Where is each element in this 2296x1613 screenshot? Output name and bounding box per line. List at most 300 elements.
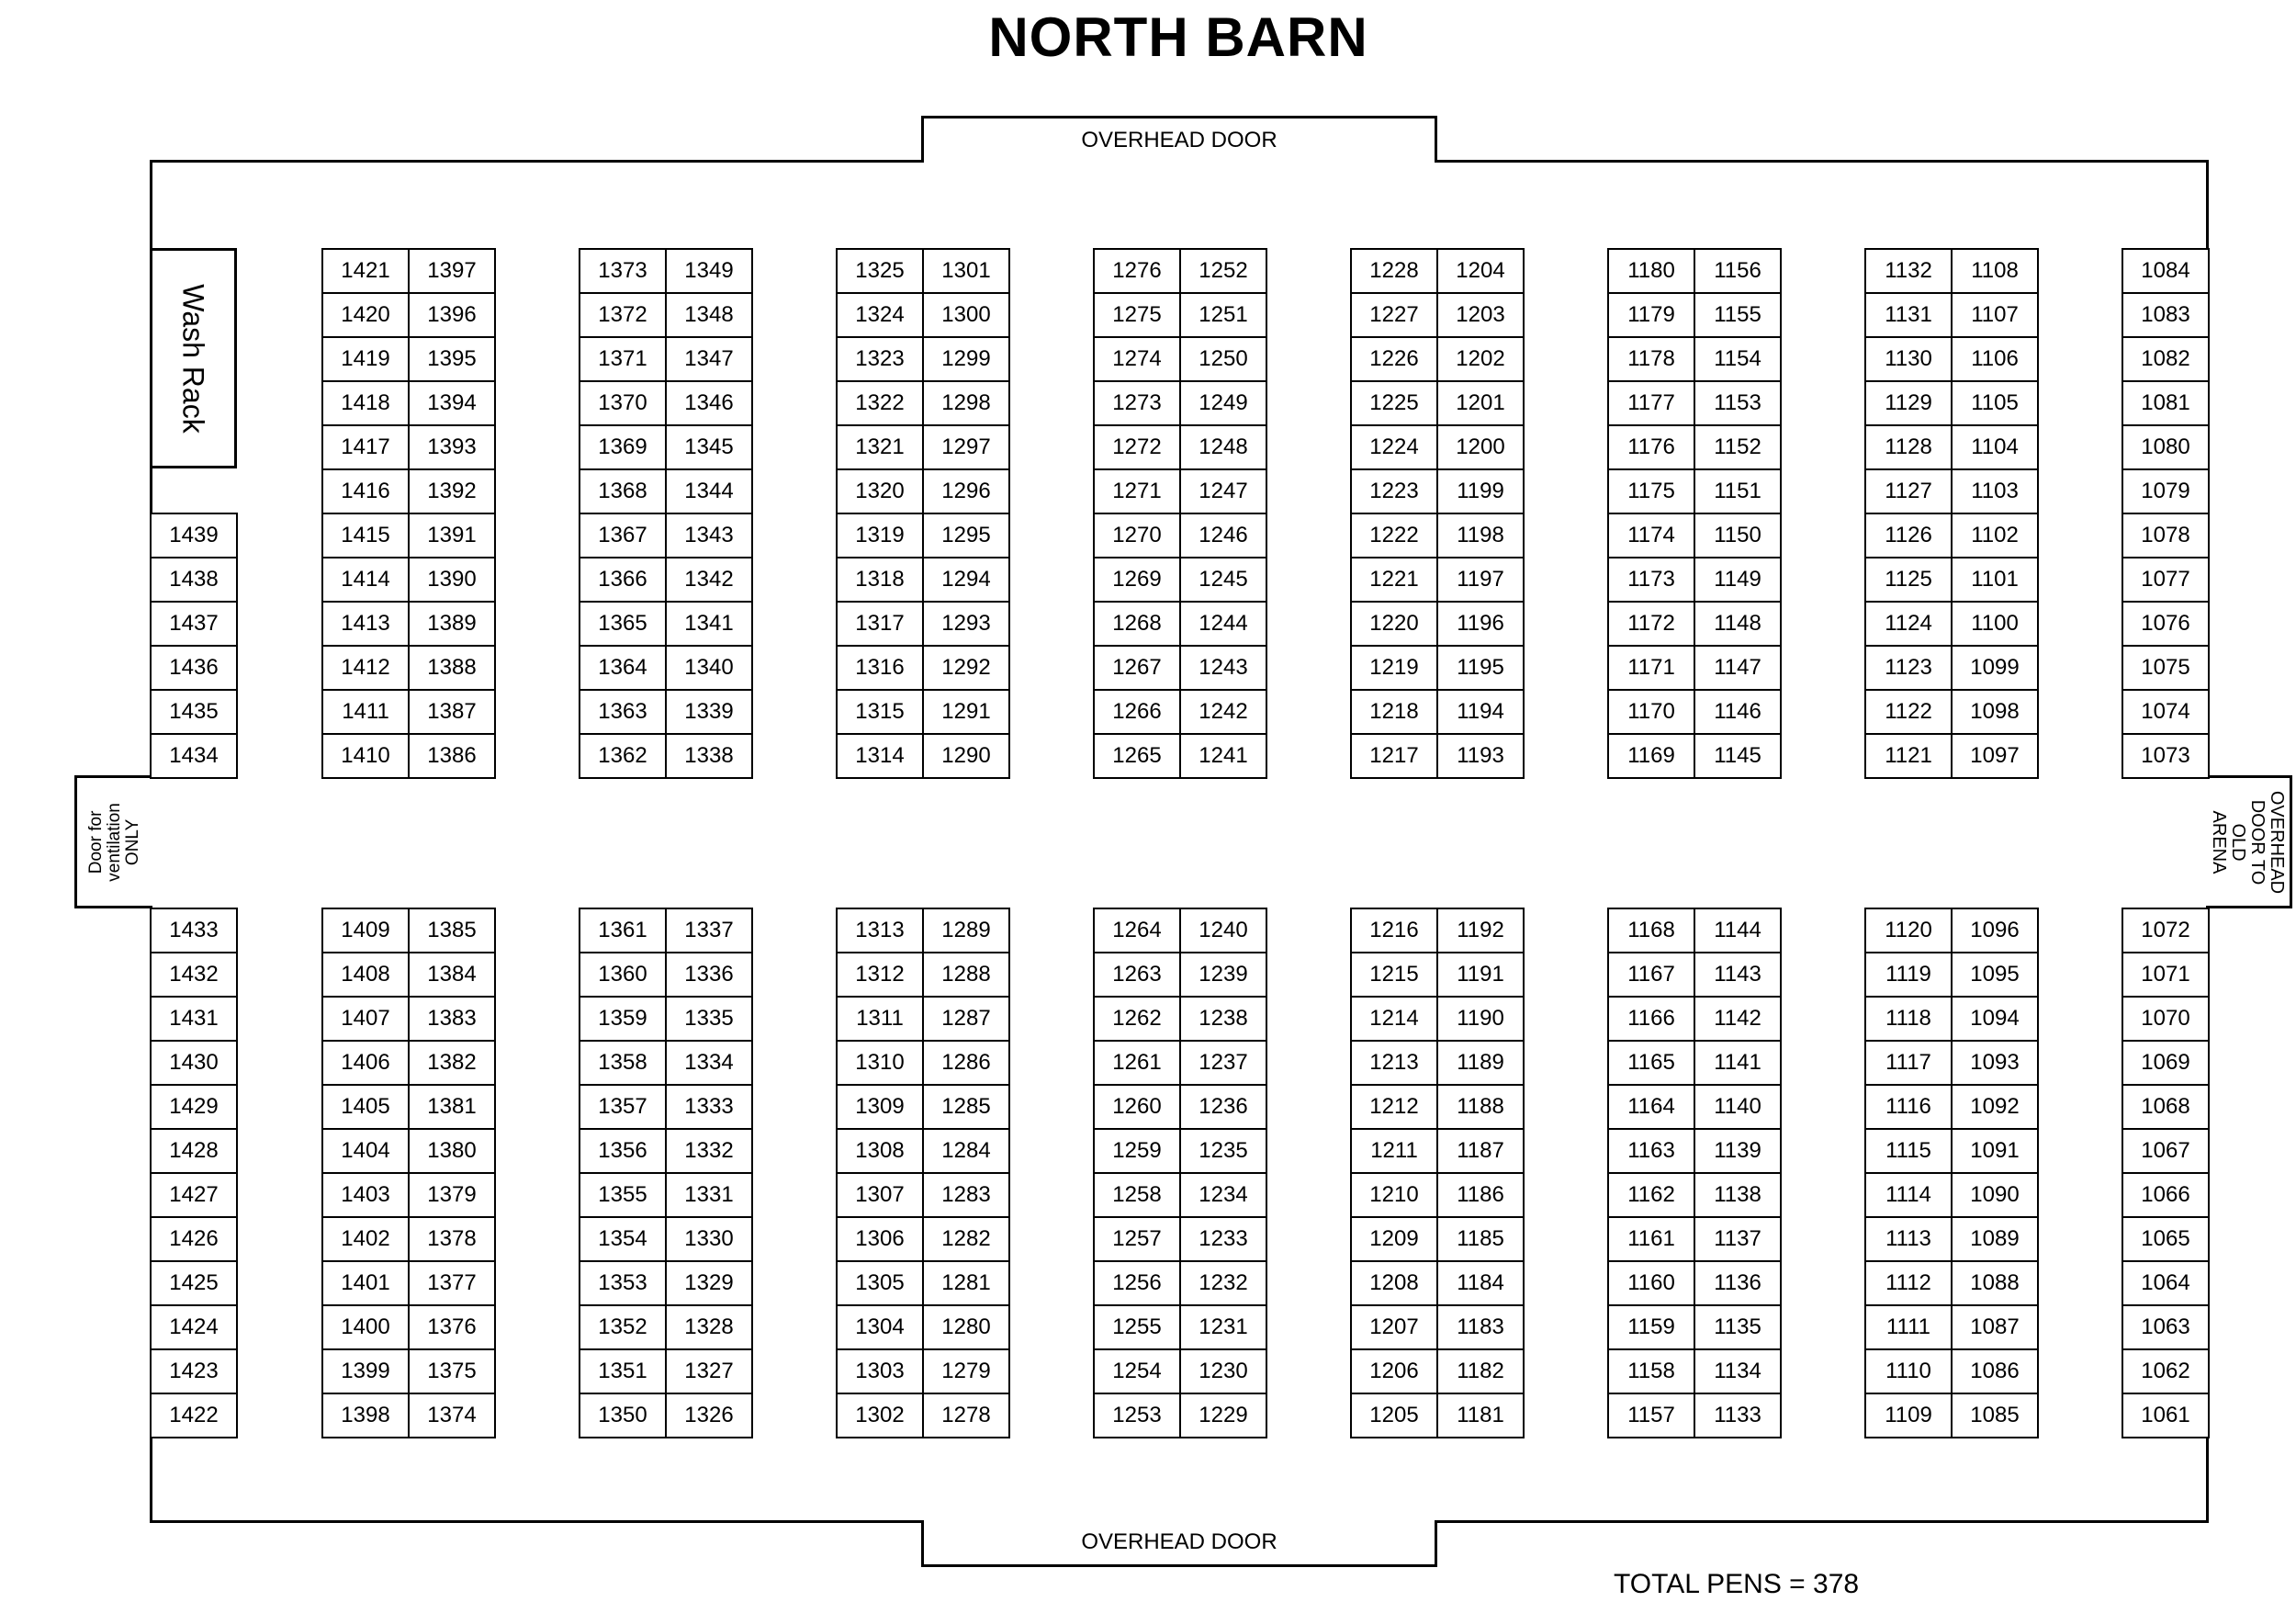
pen-1167: 1167: [1607, 952, 1695, 998]
pen-1365: 1365: [579, 601, 667, 647]
pen-1093: 1093: [1951, 1040, 2039, 1086]
pen-1173: 1173: [1607, 557, 1695, 603]
pen-1376: 1376: [408, 1304, 496, 1350]
pen-1188: 1188: [1436, 1084, 1525, 1130]
pen-1144: 1144: [1694, 908, 1782, 953]
pen-1385: 1385: [408, 908, 496, 953]
pen-1282: 1282: [922, 1216, 1010, 1262]
pen-1110: 1110: [1864, 1348, 1953, 1394]
pen-1379: 1379: [408, 1172, 496, 1218]
pen-1401: 1401: [321, 1260, 410, 1306]
pen-1240: 1240: [1179, 908, 1267, 953]
pen-1066: 1066: [2122, 1172, 2210, 1218]
pen-1276: 1276: [1093, 248, 1181, 294]
pen-1073: 1073: [2122, 733, 2210, 779]
pen-1314: 1314: [836, 733, 924, 779]
pen-1362: 1362: [579, 733, 667, 779]
pen-1386: 1386: [408, 733, 496, 779]
pen-1373: 1373: [579, 248, 667, 294]
pen-1225: 1225: [1350, 380, 1438, 426]
pen-1280: 1280: [922, 1304, 1010, 1350]
pen-1339: 1339: [665, 689, 753, 735]
pen-1353: 1353: [579, 1260, 667, 1306]
pen-1155: 1155: [1694, 292, 1782, 338]
pen-1119: 1119: [1864, 952, 1953, 998]
pen-1074: 1074: [2122, 689, 2210, 735]
pen-1247: 1247: [1179, 468, 1267, 514]
pen-1103: 1103: [1951, 468, 2039, 514]
pen-1350: 1350: [579, 1393, 667, 1438]
pen-1285: 1285: [922, 1084, 1010, 1130]
pen-1438: 1438: [150, 557, 238, 603]
pen-1100: 1100: [1951, 601, 2039, 647]
pen-1409: 1409: [321, 908, 410, 953]
pen-1121: 1121: [1864, 733, 1953, 779]
pen-1237: 1237: [1179, 1040, 1267, 1086]
pen-1077: 1077: [2122, 557, 2210, 603]
pen-1257: 1257: [1093, 1216, 1181, 1262]
pen-1340: 1340: [665, 645, 753, 691]
pen-1403: 1403: [321, 1172, 410, 1218]
pen-1090: 1090: [1951, 1172, 2039, 1218]
pen-1206: 1206: [1350, 1348, 1438, 1394]
pen-1253: 1253: [1093, 1393, 1181, 1438]
pen-1310: 1310: [836, 1040, 924, 1086]
pen-1072: 1072: [2122, 908, 2210, 953]
pen-1149: 1149: [1694, 557, 1782, 603]
pen-1083: 1083: [2122, 292, 2210, 338]
pen-1075: 1075: [2122, 645, 2210, 691]
pen-1270: 1270: [1093, 513, 1181, 558]
pen-1380: 1380: [408, 1128, 496, 1174]
pen-1348: 1348: [665, 292, 753, 338]
pen-1388: 1388: [408, 645, 496, 691]
pen-1127: 1127: [1864, 468, 1953, 514]
overhead-door-top-label: OVERHEAD DOOR: [1081, 128, 1277, 152]
pen-1122: 1122: [1864, 689, 1953, 735]
pen-1183: 1183: [1436, 1304, 1525, 1350]
pen-1085: 1085: [1951, 1393, 2039, 1438]
pen-1063: 1063: [2122, 1304, 2210, 1350]
pen-1352: 1352: [579, 1304, 667, 1350]
pen-1439: 1439: [150, 513, 238, 558]
pen-1304: 1304: [836, 1304, 924, 1350]
pen-1150: 1150: [1694, 513, 1782, 558]
pen-1288: 1288: [922, 952, 1010, 998]
pen-1229: 1229: [1179, 1393, 1267, 1438]
pen-1238: 1238: [1179, 996, 1267, 1042]
pen-1275: 1275: [1093, 292, 1181, 338]
pen-1091: 1091: [1951, 1128, 2039, 1174]
pen-1133: 1133: [1694, 1393, 1782, 1438]
pen-1214: 1214: [1350, 996, 1438, 1042]
pen-1204: 1204: [1436, 248, 1525, 294]
pen-1300: 1300: [922, 292, 1010, 338]
pen-1211: 1211: [1350, 1128, 1438, 1174]
pen-1220: 1220: [1350, 601, 1438, 647]
pen-1252: 1252: [1179, 248, 1267, 294]
pen-1411: 1411: [321, 689, 410, 735]
pen-1235: 1235: [1179, 1128, 1267, 1174]
pen-1295: 1295: [922, 513, 1010, 558]
pen-1296: 1296: [922, 468, 1010, 514]
pen-1254: 1254: [1093, 1348, 1181, 1394]
pen-1148: 1148: [1694, 601, 1782, 647]
page-title: NORTH BARN: [988, 6, 1368, 68]
pen-1194: 1194: [1436, 689, 1525, 735]
pen-1175: 1175: [1607, 468, 1695, 514]
pen-1106: 1106: [1951, 336, 2039, 382]
pen-1330: 1330: [665, 1216, 753, 1262]
pen-1147: 1147: [1694, 645, 1782, 691]
pen-1266: 1266: [1093, 689, 1181, 735]
pen-1318: 1318: [836, 557, 924, 603]
pen-1301: 1301: [922, 248, 1010, 294]
pen-1178: 1178: [1607, 336, 1695, 382]
pen-1436: 1436: [150, 645, 238, 691]
pen-1120: 1120: [1864, 908, 1953, 953]
pen-1241: 1241: [1179, 733, 1267, 779]
pen-1279: 1279: [922, 1348, 1010, 1394]
pen-1407: 1407: [321, 996, 410, 1042]
pen-1078: 1078: [2122, 513, 2210, 558]
pen-1333: 1333: [665, 1084, 753, 1130]
pen-1268: 1268: [1093, 601, 1181, 647]
pen-1366: 1366: [579, 557, 667, 603]
pen-1146: 1146: [1694, 689, 1782, 735]
pen-1372: 1372: [579, 292, 667, 338]
pen-1290: 1290: [922, 733, 1010, 779]
pen-1435: 1435: [150, 689, 238, 735]
pen-1354: 1354: [579, 1216, 667, 1262]
pen-1232: 1232: [1179, 1260, 1267, 1306]
pen-1437: 1437: [150, 601, 238, 647]
pen-1184: 1184: [1436, 1260, 1525, 1306]
pen-1156: 1156: [1694, 248, 1782, 294]
pen-1105: 1105: [1951, 380, 2039, 426]
pen-1168: 1168: [1607, 908, 1695, 953]
pen-1360: 1360: [579, 952, 667, 998]
pen-1113: 1113: [1864, 1216, 1953, 1262]
pen-1134: 1134: [1694, 1348, 1782, 1394]
pen-1293: 1293: [922, 601, 1010, 647]
pen-1201: 1201: [1436, 380, 1525, 426]
pen-1289: 1289: [922, 908, 1010, 953]
pen-1364: 1364: [579, 645, 667, 691]
pen-1089: 1089: [1951, 1216, 2039, 1262]
pen-1096: 1096: [1951, 908, 2039, 953]
pen-1128: 1128: [1864, 424, 1953, 470]
pen-1273: 1273: [1093, 380, 1181, 426]
pen-1079: 1079: [2122, 468, 2210, 514]
pen-1387: 1387: [408, 689, 496, 735]
pen-1356: 1356: [579, 1128, 667, 1174]
pen-1404: 1404: [321, 1128, 410, 1174]
pen-1139: 1139: [1694, 1128, 1782, 1174]
pen-1084: 1084: [2122, 248, 2210, 294]
pen-1116: 1116: [1864, 1084, 1953, 1130]
total-pens: TOTAL PENS = 378: [1614, 1569, 1860, 1599]
pen-1406: 1406: [321, 1040, 410, 1086]
pen-1081: 1081: [2122, 380, 2210, 426]
pen-1246: 1246: [1179, 513, 1267, 558]
pen-1179: 1179: [1607, 292, 1695, 338]
pen-1351: 1351: [579, 1348, 667, 1394]
pen-1259: 1259: [1093, 1128, 1181, 1174]
overhead-door-bottom-label: OVERHEAD DOOR: [1081, 1529, 1277, 1554]
pen-1234: 1234: [1179, 1172, 1267, 1218]
pen-1392: 1392: [408, 468, 496, 514]
pen-1098: 1098: [1951, 689, 2039, 735]
pen-1384: 1384: [408, 952, 496, 998]
pen-1308: 1308: [836, 1128, 924, 1174]
pen-1227: 1227: [1350, 292, 1438, 338]
pen-1355: 1355: [579, 1172, 667, 1218]
pen-1342: 1342: [665, 557, 753, 603]
pen-1297: 1297: [922, 424, 1010, 470]
pen-1223: 1223: [1350, 468, 1438, 514]
pen-1108: 1108: [1951, 248, 2039, 294]
pen-1209: 1209: [1350, 1216, 1438, 1262]
pen-1331: 1331: [665, 1172, 753, 1218]
pen-1213: 1213: [1350, 1040, 1438, 1086]
pen-1086: 1086: [1951, 1348, 2039, 1394]
pen-1434: 1434: [150, 733, 238, 779]
pen-1145: 1145: [1694, 733, 1782, 779]
pen-1176: 1176: [1607, 424, 1695, 470]
pen-1322: 1322: [836, 380, 924, 426]
pen-1135: 1135: [1694, 1304, 1782, 1350]
pen-1375: 1375: [408, 1348, 496, 1394]
pen-1067: 1067: [2122, 1128, 2210, 1174]
pen-1181: 1181: [1436, 1393, 1525, 1438]
pen-1068: 1068: [2122, 1084, 2210, 1130]
pen-1196: 1196: [1436, 601, 1525, 647]
pen-1367: 1367: [579, 513, 667, 558]
pen-1327: 1327: [665, 1348, 753, 1394]
pen-1132: 1132: [1864, 248, 1953, 294]
pen-1305: 1305: [836, 1260, 924, 1306]
pen-1114: 1114: [1864, 1172, 1953, 1218]
pen-1070: 1070: [2122, 996, 2210, 1042]
pen-1186: 1186: [1436, 1172, 1525, 1218]
overhead-door-top: [921, 116, 1437, 163]
pen-1424: 1424: [150, 1304, 238, 1350]
pen-1294: 1294: [922, 557, 1010, 603]
pen-1420: 1420: [321, 292, 410, 338]
pen-1255: 1255: [1093, 1304, 1181, 1350]
pen-1369: 1369: [579, 424, 667, 470]
pen-1092: 1092: [1951, 1084, 2039, 1130]
pen-1189: 1189: [1436, 1040, 1525, 1086]
pen-1346: 1346: [665, 380, 753, 426]
pen-1377: 1377: [408, 1260, 496, 1306]
pen-1245: 1245: [1179, 557, 1267, 603]
pen-1423: 1423: [150, 1348, 238, 1394]
pen-1180: 1180: [1607, 248, 1695, 294]
pen-1172: 1172: [1607, 601, 1695, 647]
pen-1157: 1157: [1607, 1393, 1695, 1438]
pen-1349: 1349: [665, 248, 753, 294]
pen-1095: 1095: [1951, 952, 2039, 998]
pen-1162: 1162: [1607, 1172, 1695, 1218]
pen-1311: 1311: [836, 996, 924, 1042]
pen-1198: 1198: [1436, 513, 1525, 558]
pen-1190: 1190: [1436, 996, 1525, 1042]
pen-1102: 1102: [1951, 513, 2039, 558]
pen-1316: 1316: [836, 645, 924, 691]
pen-1317: 1317: [836, 601, 924, 647]
pen-1115: 1115: [1864, 1128, 1953, 1174]
pen-1260: 1260: [1093, 1084, 1181, 1130]
pen-1215: 1215: [1350, 952, 1438, 998]
pen-1154: 1154: [1694, 336, 1782, 382]
pen-1358: 1358: [579, 1040, 667, 1086]
pen-1152: 1152: [1694, 424, 1782, 470]
pen-1389: 1389: [408, 601, 496, 647]
pen-1417: 1417: [321, 424, 410, 470]
pen-1307: 1307: [836, 1172, 924, 1218]
pen-1233: 1233: [1179, 1216, 1267, 1262]
pen-1281: 1281: [922, 1260, 1010, 1306]
pen-1262: 1262: [1093, 996, 1181, 1042]
pen-1165: 1165: [1607, 1040, 1695, 1086]
pen-1341: 1341: [665, 601, 753, 647]
pen-1408: 1408: [321, 952, 410, 998]
pen-1174: 1174: [1607, 513, 1695, 558]
pen-1338: 1338: [665, 733, 753, 779]
pen-1224: 1224: [1350, 424, 1438, 470]
pen-1161: 1161: [1607, 1216, 1695, 1262]
pen-1221: 1221: [1350, 557, 1438, 603]
pen-1432: 1432: [150, 952, 238, 998]
ventilation-door: [74, 775, 152, 908]
pen-1230: 1230: [1179, 1348, 1267, 1394]
pen-1329: 1329: [665, 1260, 753, 1306]
pen-1347: 1347: [665, 336, 753, 382]
pen-1287: 1287: [922, 996, 1010, 1042]
pen-1264: 1264: [1093, 908, 1181, 953]
pen-1399: 1399: [321, 1348, 410, 1394]
pen-1205: 1205: [1350, 1393, 1438, 1438]
pen-1126: 1126: [1864, 513, 1953, 558]
pen-1313: 1313: [836, 908, 924, 953]
pen-1163: 1163: [1607, 1128, 1695, 1174]
pen-1343: 1343: [665, 513, 753, 558]
wash-rack-label: Wash Rack: [177, 283, 210, 434]
pen-1274: 1274: [1093, 336, 1181, 382]
pen-1208: 1208: [1350, 1260, 1438, 1306]
pen-1200: 1200: [1436, 424, 1525, 470]
old-arena-door-label: OVERHEAD DOOR TO OLD ARENA: [2209, 790, 2288, 894]
pen-1104: 1104: [1951, 424, 2039, 470]
pen-1431: 1431: [150, 996, 238, 1042]
pen-1414: 1414: [321, 557, 410, 603]
pen-1087: 1087: [1951, 1304, 2039, 1350]
pen-1228: 1228: [1350, 248, 1438, 294]
pen-1062: 1062: [2122, 1348, 2210, 1394]
pen-1332: 1332: [665, 1128, 753, 1174]
pen-1382: 1382: [408, 1040, 496, 1086]
pen-1416: 1416: [321, 468, 410, 514]
pen-1410: 1410: [321, 733, 410, 779]
pen-1171: 1171: [1607, 645, 1695, 691]
pen-1222: 1222: [1350, 513, 1438, 558]
pen-1422: 1422: [150, 1393, 238, 1438]
pen-1303: 1303: [836, 1348, 924, 1394]
wash-rack: [150, 248, 237, 468]
pen-1398: 1398: [321, 1393, 410, 1438]
pen-1361: 1361: [579, 908, 667, 953]
pen-1319: 1319: [836, 513, 924, 558]
overhead-door-bottom: [921, 1520, 1437, 1567]
pen-1306: 1306: [836, 1216, 924, 1262]
pen-1374: 1374: [408, 1393, 496, 1438]
pen-1218: 1218: [1350, 689, 1438, 735]
pen-1363: 1363: [579, 689, 667, 735]
pen-1396: 1396: [408, 292, 496, 338]
pen-1199: 1199: [1436, 468, 1525, 514]
pen-1326: 1326: [665, 1393, 753, 1438]
pen-1405: 1405: [321, 1084, 410, 1130]
pen-1249: 1249: [1179, 380, 1267, 426]
pen-1391: 1391: [408, 513, 496, 558]
old-arena-door: [2206, 775, 2292, 908]
pen-1395: 1395: [408, 336, 496, 382]
pen-1323: 1323: [836, 336, 924, 382]
pen-1321: 1321: [836, 424, 924, 470]
pen-1107: 1107: [1951, 292, 2039, 338]
pen-1425: 1425: [150, 1260, 238, 1306]
pen-1286: 1286: [922, 1040, 1010, 1086]
pen-1244: 1244: [1179, 601, 1267, 647]
pen-1271: 1271: [1093, 468, 1181, 514]
pen-1250: 1250: [1179, 336, 1267, 382]
pen-1261: 1261: [1093, 1040, 1181, 1086]
pen-1195: 1195: [1436, 645, 1525, 691]
pen-1061: 1061: [2122, 1393, 2210, 1438]
pen-1383: 1383: [408, 996, 496, 1042]
pen-1082: 1082: [2122, 336, 2210, 382]
pen-1433: 1433: [150, 908, 238, 953]
pen-1065: 1065: [2122, 1216, 2210, 1262]
pen-1216: 1216: [1350, 908, 1438, 953]
pen-1415: 1415: [321, 513, 410, 558]
pen-1124: 1124: [1864, 601, 1953, 647]
pen-1427: 1427: [150, 1172, 238, 1218]
pen-1170: 1170: [1607, 689, 1695, 735]
pen-1368: 1368: [579, 468, 667, 514]
pen-1370: 1370: [579, 380, 667, 426]
pen-1400: 1400: [321, 1304, 410, 1350]
pen-1117: 1117: [1864, 1040, 1953, 1086]
pen-1153: 1153: [1694, 380, 1782, 426]
pen-1236: 1236: [1179, 1084, 1267, 1130]
pen-1393: 1393: [408, 424, 496, 470]
pen-1069: 1069: [2122, 1040, 2210, 1086]
pen-1109: 1109: [1864, 1393, 1953, 1438]
pen-1197: 1197: [1436, 557, 1525, 603]
pen-1203: 1203: [1436, 292, 1525, 338]
pen-1182: 1182: [1436, 1348, 1525, 1394]
pen-1291: 1291: [922, 689, 1010, 735]
pen-1192: 1192: [1436, 908, 1525, 953]
pen-1419: 1419: [321, 336, 410, 382]
pen-1242: 1242: [1179, 689, 1267, 735]
pen-1130: 1130: [1864, 336, 1953, 382]
pen-1421: 1421: [321, 248, 410, 294]
pen-1210: 1210: [1350, 1172, 1438, 1218]
